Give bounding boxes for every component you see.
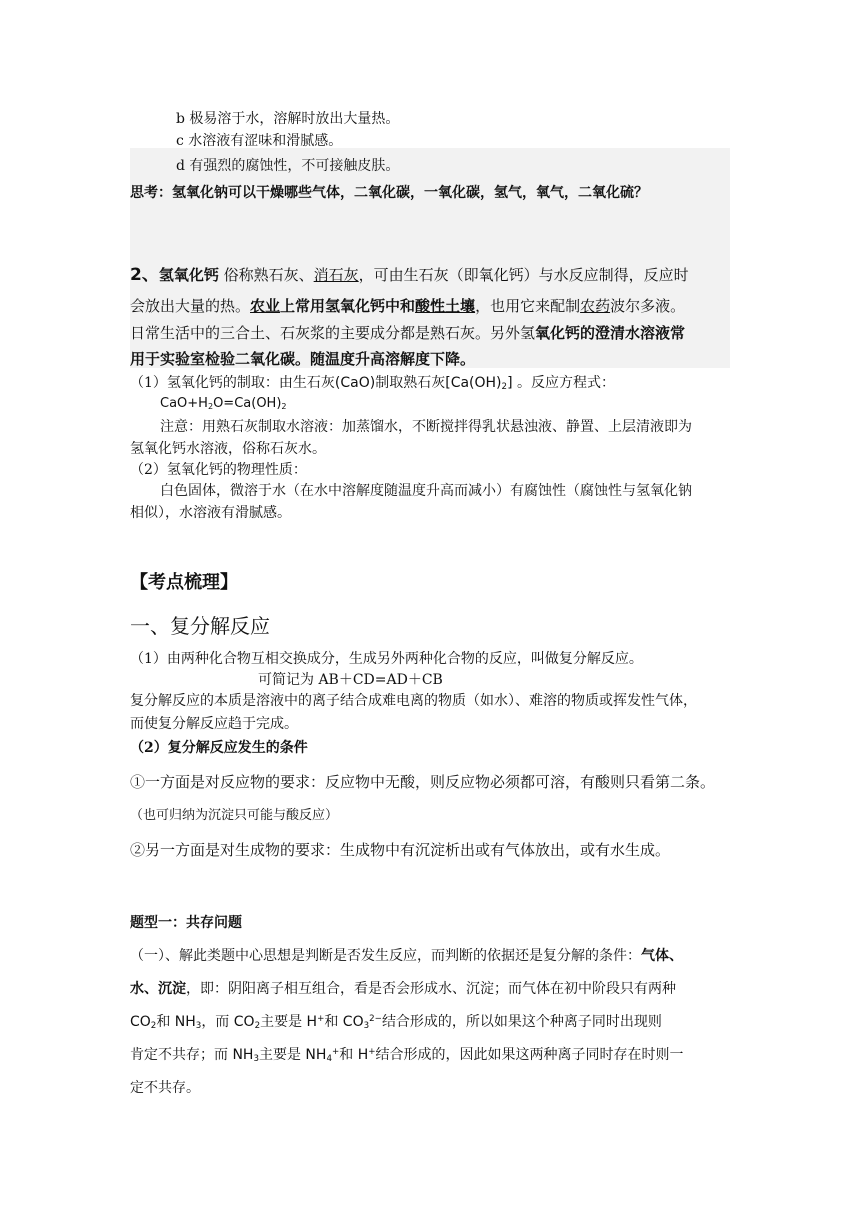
type-one-line-1 — [130, 945, 683, 965]
phys-line-2: 相似），水溶液有滑腻感。 — [130, 505, 291, 521]
text: + — [331, 1047, 340, 1058]
condition-1-note: （也可归纳为沉淀只可能与酸反应） — [130, 808, 339, 823]
type-one-line-5: 定不共存。 — [130, 1080, 200, 1096]
essence-line-1: 复分解反应的本质是溶液中的离子结合成难电离的物质（如水）、难溶的物质或挥发性气体， — [130, 693, 697, 709]
calcium-text-a: 俗称熟石灰、 — [223, 266, 314, 284]
text: + — [317, 1014, 325, 1025]
phys-line-1: 白色固体，微溶于水（在水中溶解度随温度升高而减小）有腐蚀性（腐蚀性与氢氧化钠 — [160, 483, 692, 499]
property-c: c 水溶液有涩味和滑腻感。 — [176, 133, 343, 149]
property-b: b 极易溶于水，溶解时放出大量热。 — [176, 111, 400, 127]
text: 会放出大量的热。 — [130, 297, 251, 315]
think-question: 思考：氢氧化钠可以干燥哪些气体，二氧化碳，一氧化碳，氢气，氧气，二氧化硫？ — [130, 185, 648, 201]
calcium-text-c: ，可由生石灰（即氧化钙）与水反应制得，反应时 — [358, 266, 689, 284]
text: 水、沉淀 — [130, 981, 186, 997]
calcium-line-1 — [130, 260, 689, 285]
condition-1: ①一方面是对反应物的要求：反应物中无酸，则反应物必须都可溶，有酸则只看第二条。 — [130, 773, 716, 791]
text: 主要是 H — [260, 1014, 318, 1030]
text: 波尔多液。 — [610, 297, 686, 315]
calcium-line-2 — [130, 295, 685, 316]
section-number: 2、 — [130, 265, 159, 285]
text: CO — [130, 1014, 151, 1030]
equation — [160, 396, 287, 411]
text: 3 — [253, 1054, 259, 1065]
text: 2− — [369, 1014, 382, 1025]
property-d: d 有强烈的腐蚀性，不可接触皮肤。 — [176, 158, 400, 174]
text: 主要是 NH — [258, 1047, 327, 1063]
note-line-2: 氢氧化钙水溶液，俗称石灰水。 — [130, 441, 326, 457]
text: ，即：阴阳离子相互组合，看是否会形成水、沉淀；而气体在初中阶段只有两种 — [186, 981, 676, 997]
text: 2 — [501, 382, 508, 393]
text: 和 H — [339, 1047, 369, 1063]
text: (CaO) — [334, 375, 376, 391]
text: 3 — [195, 1021, 202, 1032]
text: 2 — [150, 1021, 157, 1032]
text: CaO+H — [160, 396, 208, 411]
type-one-line-3 — [130, 1011, 662, 1031]
text: 农药 — [580, 297, 611, 315]
text: ，而 CO — [201, 1014, 255, 1030]
type-one-line-4 — [130, 1044, 684, 1064]
text: ] — [507, 375, 513, 391]
condition-2: ②另一方面是对生成物的要求：生成物中有沉淀析出或有气体放出，或有水生成。 — [130, 841, 671, 859]
text: 制取熟石灰 — [375, 375, 446, 391]
text: 和 CO — [324, 1014, 364, 1030]
type-one-heading: 题型一：共存问题 — [130, 915, 242, 931]
text: （1）氢氧化钙的制取：由生石灰 — [130, 375, 335, 391]
text: 结合形成的，因此如果这两种离子同时存在时则一 — [375, 1047, 684, 1063]
text: （一）、解此类题中心思想是判断是否发生反应，而判断的依据还是复分解的条件： — [130, 948, 641, 964]
section-kaodian: 【考点梳理】 — [130, 572, 238, 593]
essence-line-2: 而使复分解反应趋于完成。 — [130, 716, 298, 732]
text: 酸性土壤 — [415, 297, 476, 315]
note-line-1: 注意：用熟石灰制取水溶液：加蒸馏水，不断搅拌得乳状悬浊液、静置、上层清液即为 — [160, 419, 692, 435]
calcium-title: 氢氧化钙 — [158, 266, 219, 284]
formula: 可简记为 AB＋CD=AD＋CB — [258, 672, 443, 688]
calcium-line-3 — [130, 322, 685, 343]
text: 2 — [254, 1021, 261, 1032]
text: + — [368, 1047, 376, 1058]
text: 2 — [281, 402, 287, 411]
text: 2 — [207, 402, 214, 411]
prep-line — [130, 372, 615, 392]
text: 氧化钙的澄清水溶液常 — [535, 324, 686, 342]
text: 结合形成的，所以如果这个种离子同时出现则 — [381, 1014, 662, 1030]
text: 3 — [363, 1021, 370, 1032]
text: O=Ca(OH) — [213, 396, 282, 411]
text: 4 — [326, 1054, 332, 1065]
text: 气体、 — [641, 948, 683, 964]
text: 日常生活中的三合土、石灰浆的主要成分都是熟石灰。另外氢 — [130, 324, 536, 342]
text: 农业 — [250, 297, 281, 315]
text: 上常用氢氧化钙中和 — [280, 297, 416, 315]
type-one-line-2 — [130, 978, 676, 998]
calcium-text-b: 消石灰 — [313, 266, 359, 284]
phys-heading: （2）氢氧化钙的物理性质： — [130, 462, 307, 478]
calcium-line-4: 用于实验室检验二氧化碳。随温度升高溶解度下降。 — [130, 350, 476, 368]
text: 肯定不共存；而 NH — [130, 1047, 254, 1063]
definition: （1）由两种化合物互相交换成分，生成另外两种化合物的反应，叫做复分解反应。 — [130, 651, 643, 667]
text: 。反应方程式： — [516, 375, 615, 391]
text: 和 NH — [156, 1014, 196, 1030]
text: ，也用它来配制 — [475, 297, 581, 315]
section-heading-1: 一、复分解反应 — [130, 614, 270, 638]
text: [Ca(OH) — [445, 375, 502, 391]
condition-heading: （2）复分解反应发生的条件 — [130, 740, 308, 756]
